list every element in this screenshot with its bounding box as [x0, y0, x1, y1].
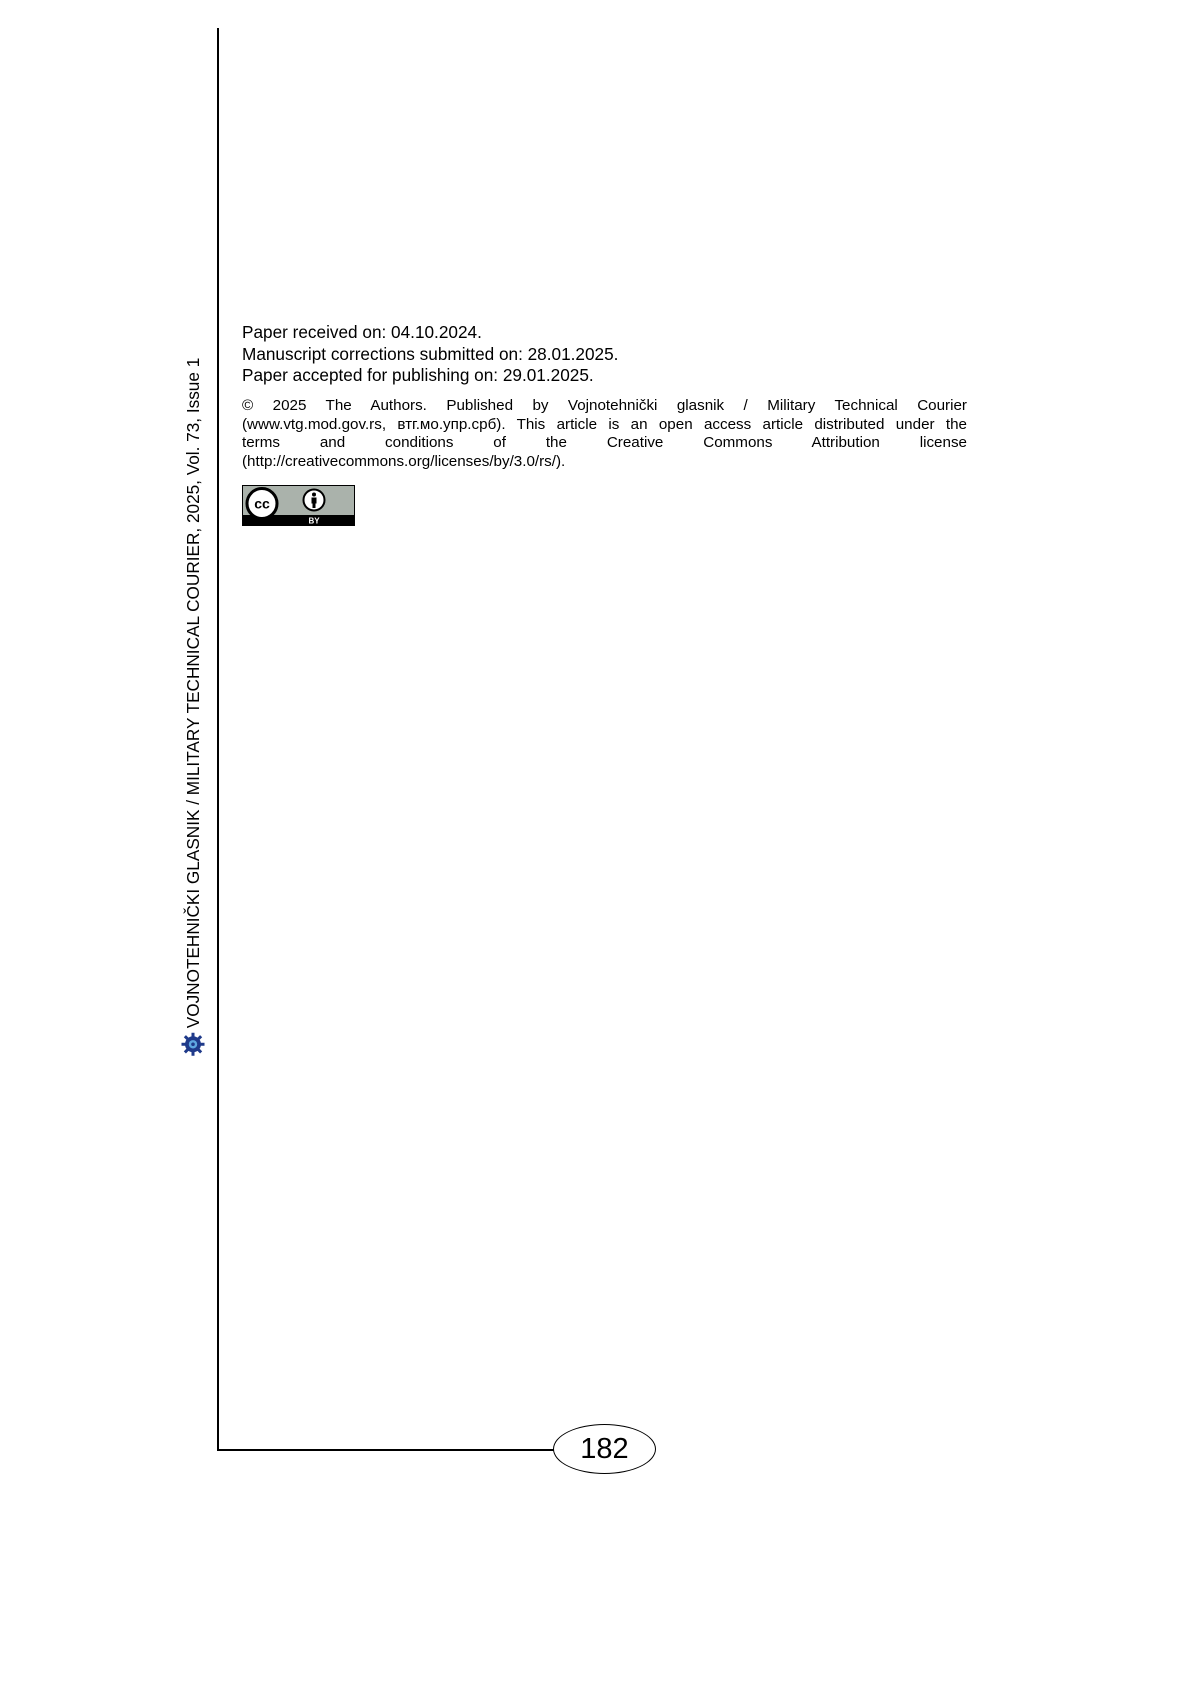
corrections-date: Manuscript corrections submitted on: 28.01.2025.	[242, 343, 619, 364]
page-number	[553, 1424, 656, 1474]
accepted-date: Paper accepted for publishing on: 29.01.2025.	[242, 365, 594, 385]
copyright-line: (www.vtg.mod.gov.rs, втг.мо.упр.срб). This article is an open access article distributed under the	[242, 415, 967, 433]
bottom-rule	[217, 1449, 554, 1451]
cc-label: cc	[254, 495, 270, 512]
running-header-text: VOJNOTEHNIČKI GLASNIK / MILITARY TECHNICAL COURIER, 2025, Vol. 73, Issue 1	[182, 357, 203, 1029]
page-number-text: 182	[580, 1432, 629, 1465]
by-label: BY	[308, 516, 320, 526]
copyright-line: (http://creativecommons.org/licenses/by/3.0/rs/).	[242, 452, 566, 470]
left-margin-rule	[217, 28, 219, 1450]
copyright-line: © 2025 The Authors. Published by Vojnotehnički glasnik / Military Technical Courier	[242, 397, 967, 414]
copyright-notice	[242, 397, 967, 471]
dates-block	[242, 322, 618, 387]
received-date: Paper received on: 04.10.2024.	[242, 322, 482, 342]
gear-icon	[181, 1032, 205, 1056]
copyright-line: terms and conditions of the Creative Commons Attribution license	[242, 434, 967, 451]
cc-by-icon[interactable]	[242, 485, 355, 526]
